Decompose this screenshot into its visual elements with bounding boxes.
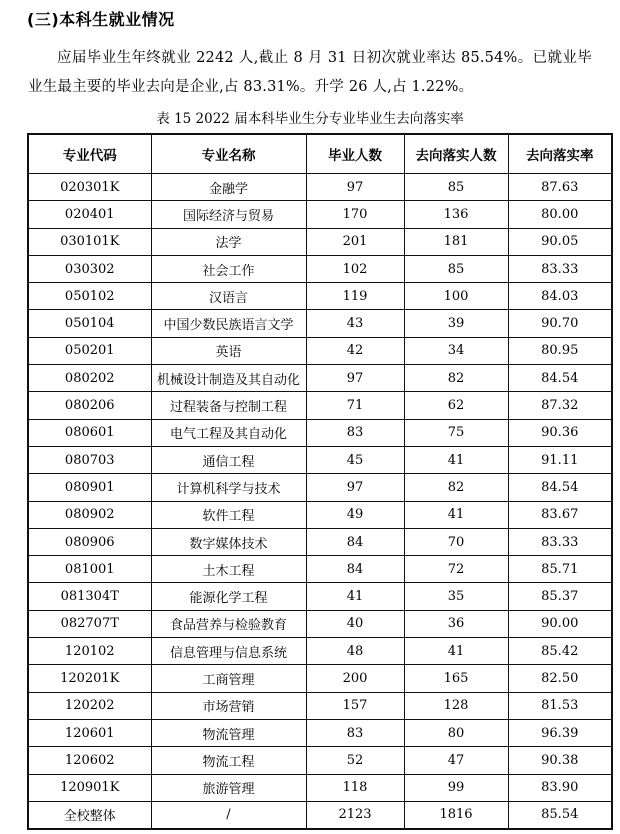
table-cell: 85.42	[508, 638, 612, 665]
table-cell: 120201K	[28, 665, 151, 692]
table-cell: 90.05	[508, 228, 612, 255]
table-row	[28, 801, 612, 829]
table-cell: 82	[404, 365, 508, 392]
table-cell: 41	[404, 446, 508, 473]
table-cell: 080601	[28, 419, 151, 446]
table-cell: 081001	[28, 556, 151, 583]
table-cell: 120901K	[28, 774, 151, 801]
table-row	[28, 310, 612, 337]
table-cell: /	[151, 801, 306, 829]
table-row	[28, 583, 612, 610]
table-cell: 84.54	[508, 474, 612, 501]
table-cell: 39	[404, 310, 508, 337]
table-cell: 软件工程	[151, 501, 306, 528]
header-graduate-count: 毕业人数	[306, 134, 404, 174]
table-cell: 旅游管理	[151, 774, 306, 801]
table-cell: 87.32	[508, 392, 612, 419]
table-cell: 97	[306, 174, 404, 201]
table-cell: 信息管理与信息系统	[151, 638, 306, 665]
table-cell: 42	[306, 337, 404, 364]
table-cell: 082707T	[28, 610, 151, 637]
table-cell: 120602	[28, 747, 151, 774]
section-heading: (三)本科生就业情况	[27, 10, 175, 29]
table-cell: 英语	[151, 337, 306, 364]
table-row	[28, 474, 612, 501]
table-cell: 36	[404, 610, 508, 637]
table-cell: 中国少数民族语言文学	[151, 310, 306, 337]
summary-paragraph: 应届毕业生年终就业 2242 人,截止 8 月 31 日初次就业率达 85.54%。已就业毕业生最主要的毕业去向是企业,占 83.31%。升学 26 人,占 1.22%。	[28, 50, 592, 95]
table-cell: 82.50	[508, 665, 612, 692]
table-cell: 84	[306, 556, 404, 583]
table-cell: 83.33	[508, 255, 612, 282]
table-row	[28, 556, 612, 583]
table-header-row	[28, 134, 612, 174]
table-cell: 汉语言	[151, 283, 306, 310]
table-row	[28, 501, 612, 528]
table-cell: 120202	[28, 692, 151, 719]
table-cell: 050102	[28, 283, 151, 310]
table-cell: 40	[306, 610, 404, 637]
table-cell: 机械设计制造及其自动化	[151, 365, 306, 392]
table-cell: 119	[306, 283, 404, 310]
table-row	[28, 446, 612, 473]
table-cell: 128	[404, 692, 508, 719]
table-cell: 200	[306, 665, 404, 692]
table-cell: 080703	[28, 446, 151, 473]
table-row	[28, 337, 612, 364]
table-cell: 43	[306, 310, 404, 337]
table-cell: 100	[404, 283, 508, 310]
table-cell: 165	[404, 665, 508, 692]
table-cell: 52	[306, 747, 404, 774]
table-cell: 080901	[28, 474, 151, 501]
table-cell: 90.00	[508, 610, 612, 637]
table-cell: 080206	[28, 392, 151, 419]
table-cell: 120102	[28, 638, 151, 665]
table-cell: 市场营销	[151, 692, 306, 719]
table-cell: 工商管理	[151, 665, 306, 692]
table-cell: 85.37	[508, 583, 612, 610]
table-cell: 81.53	[508, 692, 612, 719]
table-cell: 90.36	[508, 419, 612, 446]
table-row	[28, 392, 612, 419]
table-body	[28, 174, 612, 830]
table-cell: 80.95	[508, 337, 612, 364]
table-cell: 49	[306, 501, 404, 528]
table-cell: 社会工作	[151, 255, 306, 282]
table-cell: 48	[306, 638, 404, 665]
table-row	[28, 665, 612, 692]
table-row	[28, 255, 612, 282]
table-cell: 金融学	[151, 174, 306, 201]
table-cell: 120601	[28, 719, 151, 746]
table-row	[28, 365, 612, 392]
table-cell: 081304T	[28, 583, 151, 610]
table-cell: 050201	[28, 337, 151, 364]
table-cell: 91.11	[508, 446, 612, 473]
table-cell: 34	[404, 337, 508, 364]
table-cell: 62	[404, 392, 508, 419]
table-cell: 83	[306, 419, 404, 446]
table-row	[28, 528, 612, 555]
table-cell: 2123	[306, 801, 404, 829]
table-cell: 75	[404, 419, 508, 446]
table-cell: 国际经济与贸易	[151, 201, 306, 228]
table-cell: 170	[306, 201, 404, 228]
table-cell: 157	[306, 692, 404, 719]
table-cell: 90.38	[508, 747, 612, 774]
table-cell: 全校整体	[28, 801, 151, 829]
table-cell: 83.90	[508, 774, 612, 801]
table-cell: 85	[404, 174, 508, 201]
table-cell: 83.67	[508, 501, 612, 528]
table-row	[28, 228, 612, 255]
table-cell: 72	[404, 556, 508, 583]
table-cell: 97	[306, 474, 404, 501]
table-cell: 41	[404, 638, 508, 665]
table-row	[28, 201, 612, 228]
table-cell: 71	[306, 392, 404, 419]
table-cell: 1816	[404, 801, 508, 829]
table-cell: 数字媒体技术	[151, 528, 306, 555]
header-major-code: 专业代码	[28, 134, 151, 174]
table-row	[28, 174, 612, 201]
table-cell: 080202	[28, 365, 151, 392]
table-cell: 181	[404, 228, 508, 255]
table-cell: 物流管理	[151, 719, 306, 746]
table-cell: 102	[306, 255, 404, 282]
table-cell: 87.63	[508, 174, 612, 201]
table-cell: 96.39	[508, 719, 612, 746]
table-row	[28, 692, 612, 719]
table-cell: 85.54	[508, 801, 612, 829]
header-major-name: 专业名称	[151, 134, 306, 174]
table-cell: 97	[306, 365, 404, 392]
table-row	[28, 747, 612, 774]
table-cell: 80.00	[508, 201, 612, 228]
table-cell: 物流工程	[151, 747, 306, 774]
table-cell: 020301K	[28, 174, 151, 201]
table-cell: 84	[306, 528, 404, 555]
table-cell: 41	[306, 583, 404, 610]
table-cell: 83.33	[508, 528, 612, 555]
table-cell: 通信工程	[151, 446, 306, 473]
table-cell: 90.70	[508, 310, 612, 337]
table-cell: 85	[404, 255, 508, 282]
table-cell: 201	[306, 228, 404, 255]
table-cell: 35	[404, 583, 508, 610]
table-cell: 080906	[28, 528, 151, 555]
employment-rate-table	[27, 133, 613, 830]
table-cell: 99	[404, 774, 508, 801]
table-cell: 电气工程及其自动化	[151, 419, 306, 446]
table-row	[28, 719, 612, 746]
table-cell: 84.03	[508, 283, 612, 310]
table-caption: 表 15 2022 届本科毕业生分专业毕业生去向落实率	[156, 111, 464, 127]
table-cell: 47	[404, 747, 508, 774]
table-row	[28, 419, 612, 446]
table-row	[28, 610, 612, 637]
table-cell: 45	[306, 446, 404, 473]
table-row	[28, 283, 612, 310]
table-cell: 过程装备与控制工程	[151, 392, 306, 419]
table-cell: 法学	[151, 228, 306, 255]
table-cell: 土木工程	[151, 556, 306, 583]
header-placed-count: 去向落实人数	[404, 134, 508, 174]
table-cell: 计算机科学与技术	[151, 474, 306, 501]
table-cell: 82	[404, 474, 508, 501]
table-cell: 能源化学工程	[151, 583, 306, 610]
table-cell: 41	[404, 501, 508, 528]
table-cell: 118	[306, 774, 404, 801]
table-cell: 080902	[28, 501, 151, 528]
table-cell: 136	[404, 201, 508, 228]
table-cell: 83	[306, 719, 404, 746]
header-placement-rate: 去向落实率	[508, 134, 612, 174]
table-cell: 030302	[28, 255, 151, 282]
table-cell: 80	[404, 719, 508, 746]
table-cell: 020401	[28, 201, 151, 228]
table-row	[28, 774, 612, 801]
table-cell: 84.54	[508, 365, 612, 392]
table-cell: 70	[404, 528, 508, 555]
table-cell: 食品营养与检验教育	[151, 610, 306, 637]
table-cell: 030101K	[28, 228, 151, 255]
table-cell: 85.71	[508, 556, 612, 583]
table-row	[28, 638, 612, 665]
table-cell: 050104	[28, 310, 151, 337]
